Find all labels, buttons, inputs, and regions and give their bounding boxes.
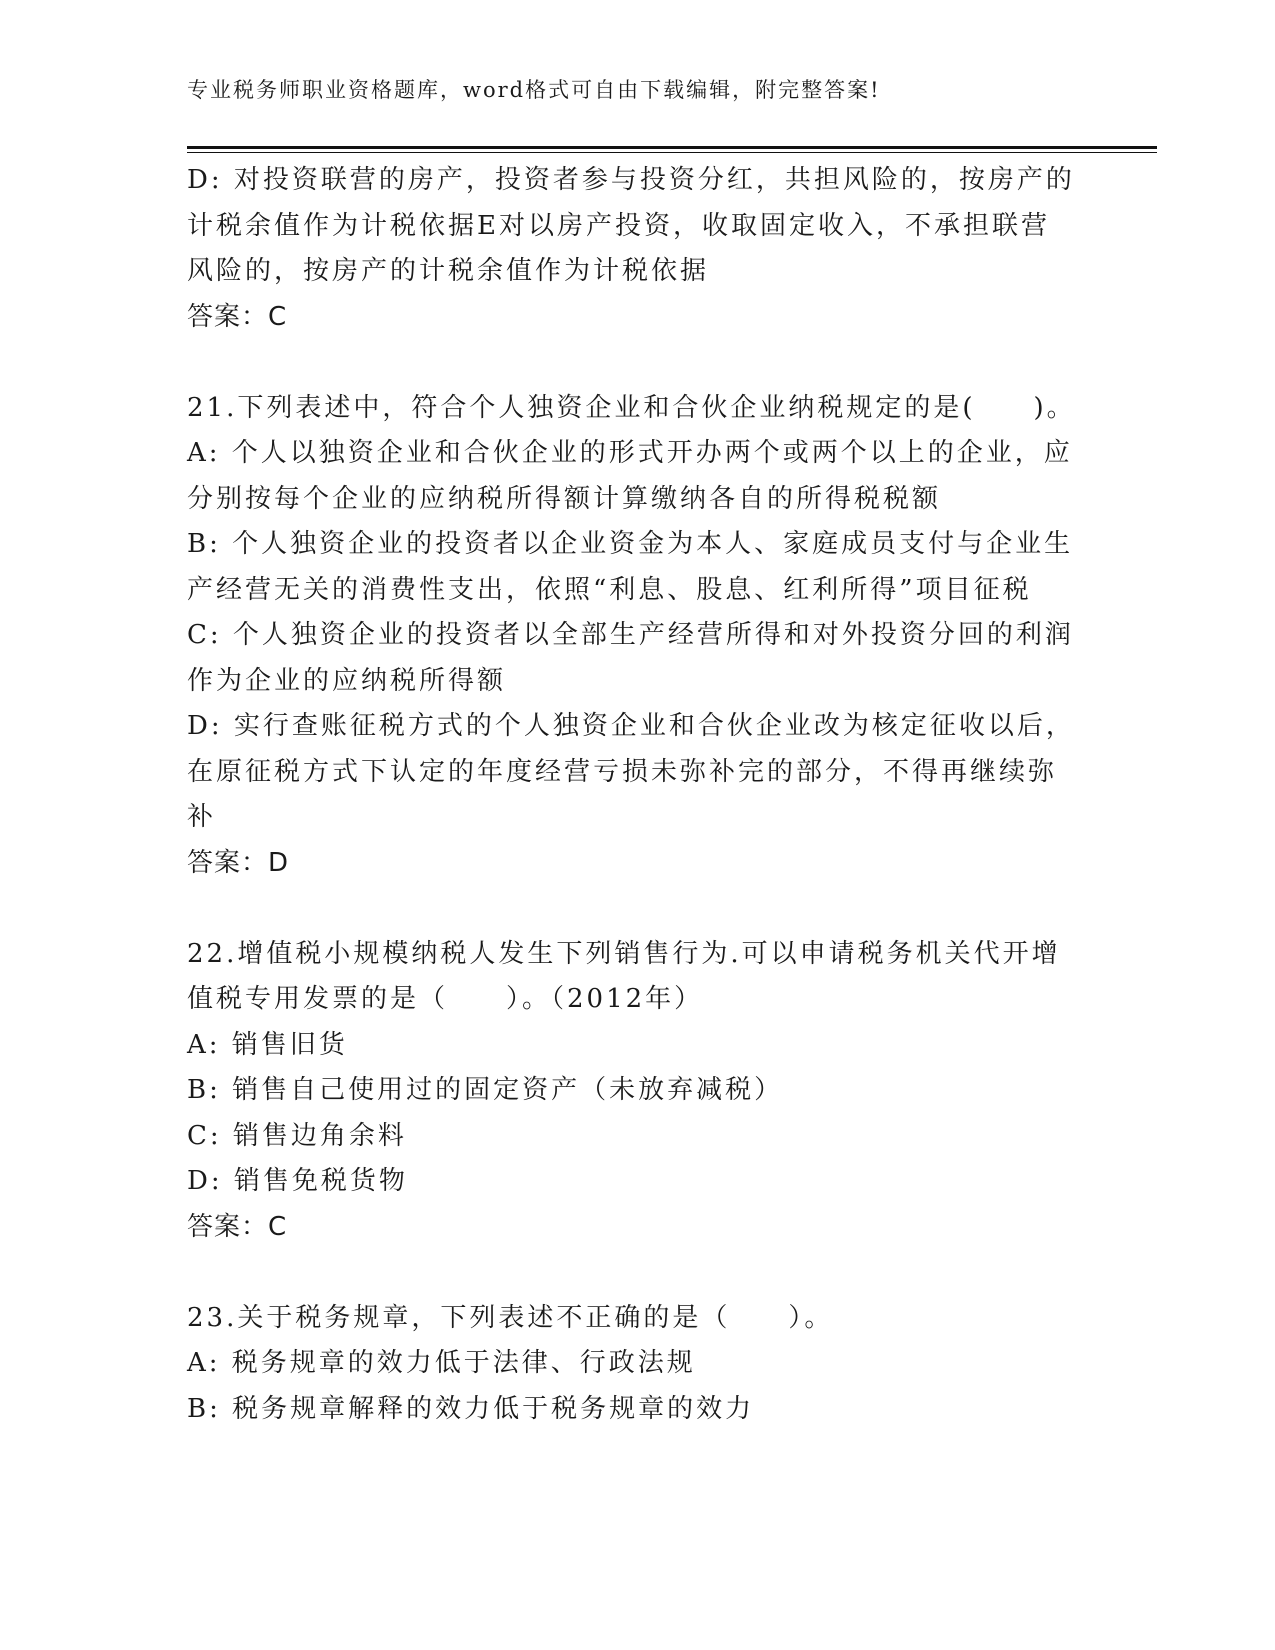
option-c: C: 销售边角余料 xyxy=(187,1120,407,1151)
question-stem: 22.增值税小规模纳税人发生下列销售行为.可以申请税务机关代开增 xyxy=(187,938,1061,969)
option-line: A: 个人以独资企业和合伙企业的形式开办两个或两个以上的企业，应 xyxy=(187,438,1073,468)
answer-label: 答案：C xyxy=(187,1211,288,1242)
question-20-tail xyxy=(187,158,1087,340)
spacer xyxy=(187,1250,1087,1296)
option-b: B: 销售自己使用过的固定资产（未放弃减税） xyxy=(187,1075,784,1105)
option-line: D: 实行查账征税方式的个人独资企业和合伙企业改为核定征收以后， xyxy=(187,711,1075,741)
header-rule-thin xyxy=(187,152,1157,153)
option-a: A: 税务规章的效力低于法律、行政法规 xyxy=(187,1348,696,1378)
question-content xyxy=(187,158,1087,1432)
option-d: D: 销售免税货物 xyxy=(187,1166,408,1196)
option-line: 作为企业的应纳税所得额 xyxy=(187,665,507,696)
question-22 xyxy=(187,932,1087,1251)
question-21 xyxy=(187,386,1087,887)
answer-label: 答案：D xyxy=(187,847,290,878)
option-line: B: 个人独资企业的投资者以企业资金为本人、家庭成员支付与企业生 xyxy=(187,529,1074,559)
option-line: 补 xyxy=(187,802,217,832)
option-line: C: 个人独资企业的投资者以全部生产经营所得和对外投资分回的利润 xyxy=(187,620,1074,650)
question-stem: 值税专用发票的是（ ）。（2012年） xyxy=(187,984,704,1014)
option-line: 分别按每个企业的应纳税所得额计算缴纳各自的所得税税额 xyxy=(187,483,942,514)
header-rule-thick xyxy=(187,146,1157,149)
answer-label: 答案：C xyxy=(187,301,288,332)
question-text-line: 风险的，按房产的计税余值作为计税依据 xyxy=(187,256,710,286)
question-stem: 21.下列表述中，符合个人独资企业和合伙企业纳税规定的是( )。 xyxy=(187,392,1076,423)
spacer xyxy=(187,886,1087,932)
option-line: 在原征税方式下认定的年度经营亏损未弥补完的部分，不得再继续弥 xyxy=(187,756,1058,787)
question-stem: 23.关于税务规章，下列表述不正确的是（ ）。 xyxy=(187,1302,834,1333)
option-b: B: 税务规章解释的效力低于税务规章的效力 xyxy=(187,1393,755,1424)
spacer xyxy=(187,340,1087,386)
question-text-line: D: 对投资联营的房产，投资者参与投资分红，共担风险的，按房产的 xyxy=(187,165,1075,195)
option-line: 产经营无关的消费性支出，依照“利息、股息、红利所得”项目征税 xyxy=(187,574,1032,605)
option-a: A: 销售旧货 xyxy=(187,1029,348,1060)
question-text-line: 计税余值作为计税依据E对以房产投资，收取固定收入，不承担联营 xyxy=(187,210,1050,241)
question-23 xyxy=(187,1296,1087,1433)
page-header: 专业税务师职业资格题库，word格式可自由下载编辑，附完整答案! xyxy=(187,78,881,102)
